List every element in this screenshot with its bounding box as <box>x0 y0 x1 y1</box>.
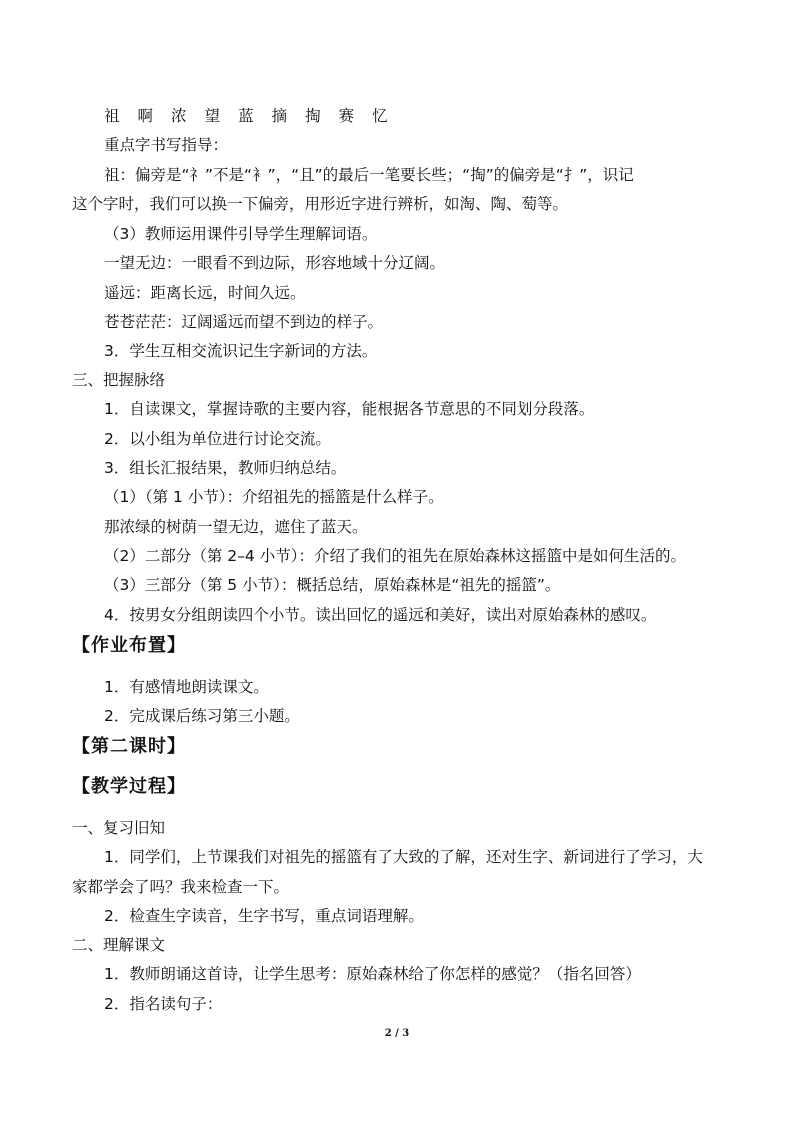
section-3-item: 1．自读课文，掌握诗歌的主要内容，能根据各节意思的不同划分段落。 <box>104 400 595 418</box>
process-heading: 【教学过程】 <box>72 776 186 797</box>
item-3: 3．学生互相交流识记生字新词的方法。 <box>104 342 378 360</box>
section-3-title: 三、把握脉络 <box>72 371 166 389</box>
lesson-2-heading: 【第二课时】 <box>72 736 186 757</box>
section-3-part: （3）三部分（第 5 小节）：概括总结，原始森林是“祖先的摇篮”。 <box>104 576 561 594</box>
section-3-item: 2．以小组为单位进行讨论交流。 <box>104 430 331 448</box>
understand-item: 1．教师朗诵这首诗，让学生思考：原始森林给了你怎样的感觉？（指名回答） <box>104 965 641 983</box>
guide-line-2: 这个字时，我们可以换一下偏旁，用形近字进行辨析，如淘、陶、萄等。 <box>72 195 569 213</box>
review-item-line-1: 1．同学们，上节课我们对祖先的摇篮有了大致的了解，还对生字、新词进行了学习，大 <box>104 848 703 866</box>
section-3-item: 3．组长汇报结果，教师归纳总结。 <box>104 459 347 477</box>
char: 掏 <box>305 107 321 125</box>
char: 望 <box>204 107 221 125</box>
character-list <box>104 106 406 126</box>
char: 祖 <box>104 107 120 125</box>
understand-item: 2．指名读句子： <box>104 995 223 1013</box>
homework-heading: 【作业布置】 <box>72 635 186 656</box>
review-item-line-2: 家都学会了吗？我来检查一下。 <box>72 878 290 896</box>
section-3-part: （1）（第 1 小节）：介绍祖先的摇篮是什么样子。 <box>104 488 444 506</box>
review-title: 一、复习旧知 <box>72 819 166 837</box>
section-3-quote: 那浓绿的树荫一望无边，遮住了蓝天。 <box>104 518 368 536</box>
char: 赛 <box>338 107 355 125</box>
homework-item: 2．完成课后练习第三小题。 <box>104 707 300 725</box>
char: 啊 <box>137 107 154 125</box>
char: 忆 <box>372 107 388 125</box>
word-definition: 一望无边：一眼看不到边际，形容地域十分辽阔。 <box>104 254 446 272</box>
understand-title: 二、理解课文 <box>72 936 166 954</box>
guide-line-1: 祖：偏旁是“礻”不是“衤”，“且”的最后一笔要长些；“掏”的偏旁是“扌”，识记 <box>104 166 634 184</box>
word-definition: 遥远：距离长远，时间久远。 <box>104 284 306 302</box>
char: 摘 <box>271 107 288 125</box>
review-item: 2．检查生字读音，生字书写，重点词语理解。 <box>104 907 424 925</box>
char: 蓝 <box>238 107 254 125</box>
page-number: 2 / 3 <box>384 1028 410 1039</box>
section-3-item: 4．按男女分组朗读四个小节。读出回忆的遥远和美好，读出对原始森林的感叹。 <box>104 606 657 624</box>
word-definition: 苍苍茫茫：辽阔遥远而望不到边的样子。 <box>104 313 384 331</box>
char: 浓 <box>171 107 187 125</box>
homework-item: 1．有感情地朗读课文。 <box>104 678 269 696</box>
section-3-part: （2）二部分（第 2–4 小节）：介绍了我们的祖先在原始森林这摇篮中是如何生活的。 <box>104 547 686 565</box>
step-3: （3）教师运用课件引导学生理解词语。 <box>104 225 378 243</box>
guide-title: 重点字书写指导： <box>104 136 229 154</box>
